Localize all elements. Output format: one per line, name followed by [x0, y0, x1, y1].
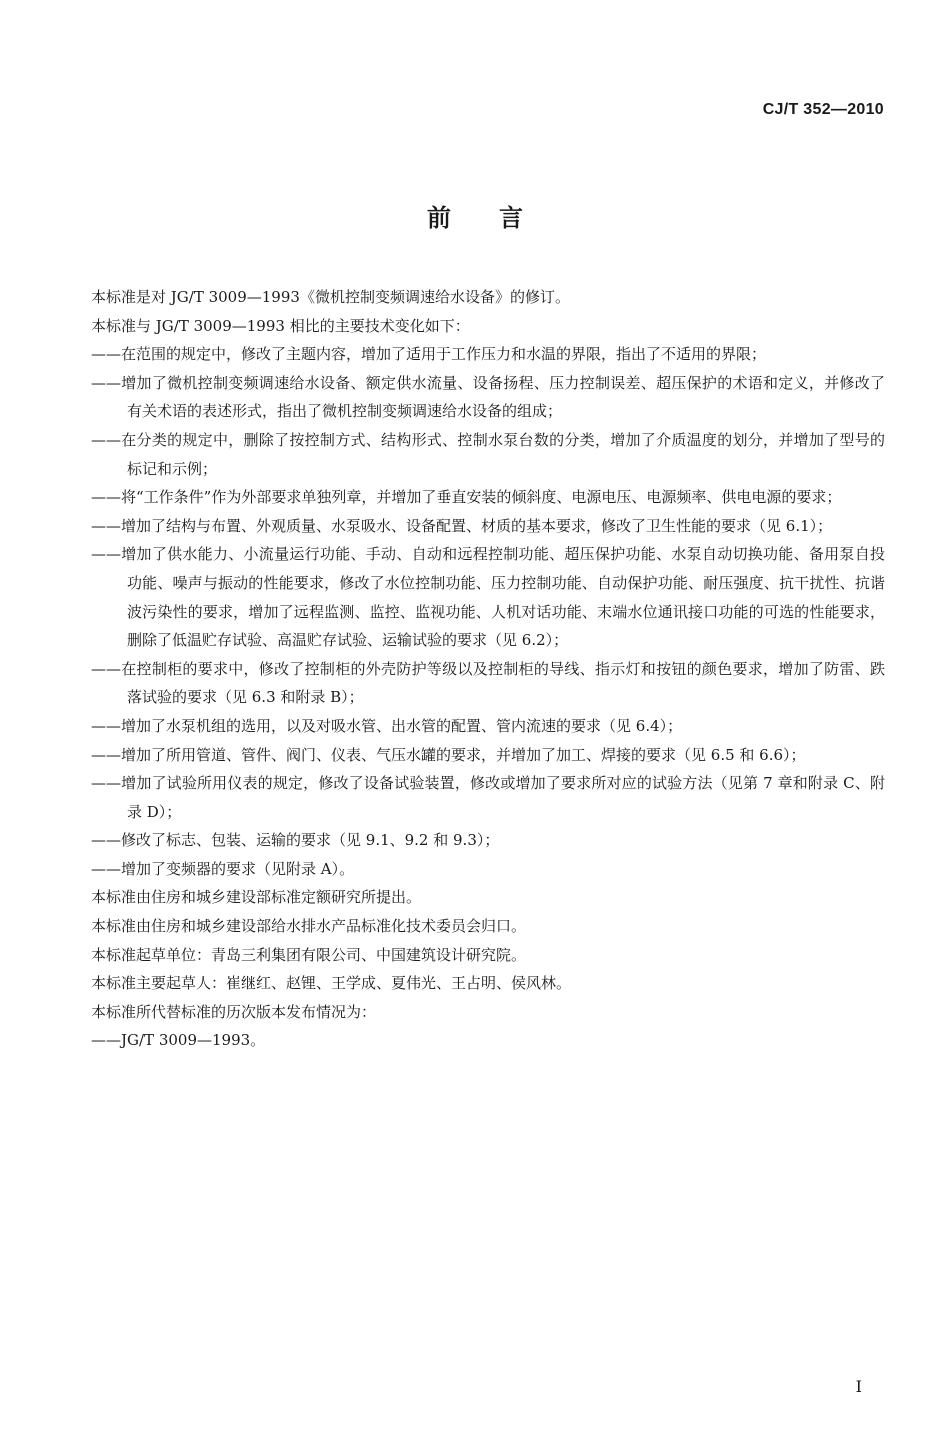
change-item: ——增加了结构与布置、外观质量、水泵吸水、设备配置、材质的基本要求，修改了卫生性能的要求（见 6.1）； [91, 516, 833, 535]
previous-version-item: ——JG/T 3009—1993。 [91, 1031, 266, 1050]
intro-paragraph: 本标准与 JG/T 3009—1993 相比的主要技术变化如下： [91, 316, 470, 335]
change-item: ——在范围的规定中，修改了主题内容，增加了适用于工作压力和水温的界限，指出了不适用的界限； [91, 345, 767, 364]
change-item: ——增加了试验所用仪表的规定，修改了设备试验装置，修改或增加了要求所对应的试验方法（见第 7 章和附录 C、附录 D）； [91, 774, 885, 821]
closing-paragraph: 本标准由住房和城乡建设部给水排水产品标准化技术委员会归口。 [91, 917, 527, 936]
change-item: ——增加了所用管道、管件、阀门、仪表、气压水罐的要求，并增加了加工、焊接的要求（见 6.5 和 6.6）； [91, 745, 806, 764]
page-title: 前言 [427, 204, 571, 232]
change-item: ——在控制柜的要求中，修改了控制柜的外壳防护等级以及控制柜的导线、指示灯和按钮的颜色要求，增加了防雷、跌落试验的要求（见 6.3 和附录 B）； [91, 659, 885, 707]
change-item: ——增加了供水能力、小流量运行功能、手动、自动和远程控制功能、超压保护功能、水泵自动切换功能、备用泵自投功能、噪声与振动的性能要求，修改了水位控制功能、压力控制功能、自动保护功能、耐压强度、抗干扰性、抗谐波污染性的要求，增加了远程监测、监控、监视功能、人机对话功能、末端水位通讯接口功能的可选的性能要求，删除了低温贮存试验、高温贮存试验、运输试验的要求（见 6.2）； [91, 545, 885, 650]
closing-paragraph: 本标准起草单位：青岛三利集团有限公司、中国建筑设计研究院。 [91, 945, 527, 964]
page-number: I [855, 1377, 862, 1396]
change-item: ——增加了微机控制变频调速给水设备、额定供水流量、设备扬程、压力控制误差、超压保护的术语和定义，并修改了有关术语的表述形式，指出了微机控制变频调速给水设备的组成； [91, 373, 885, 421]
intro-paragraph: 本标准是对 JG/T 3009—1993《微机控制变频调速给水设备》的修订。 [91, 288, 570, 306]
changes-list [91, 340, 885, 883]
closing-paragraph: 本标准由住房和城乡建设部标准定额研究所提出。 [91, 888, 422, 907]
foreword-body [91, 283, 885, 1055]
standard-code: CJ/T 352—2010 [762, 101, 884, 118]
change-item: ——修改了标志、包装、运输的要求（见 9.1、9.2 和 9.3）； [91, 831, 500, 850]
change-item: ——增加了水泵机组的选用，以及对吸水管、出水管的配置、管内流速的要求（见 6.4）； [91, 716, 683, 735]
change-item: ——将“工作条件”作为外部要求单独列章，并增加了垂直安装的倾斜度、电源电压、电源频率、供电电源的要求； [91, 488, 842, 507]
change-item: ——增加了变频器的要求（见附录 A）。 [91, 859, 355, 878]
closing-paragraph: 本标准主要起草人：崔继红、赵锂、王学成、夏伟光、王占明、侯风林。 [91, 974, 572, 993]
change-item: ——在分类的规定中，删除了按控制方式、结构形式、控制水泵台数的分类，增加了介质温度的划分，并增加了型号的标记和示例； [91, 430, 885, 478]
closing-paragraph: 本标准所代替标准的历次版本发布情况为： [91, 1002, 377, 1021]
